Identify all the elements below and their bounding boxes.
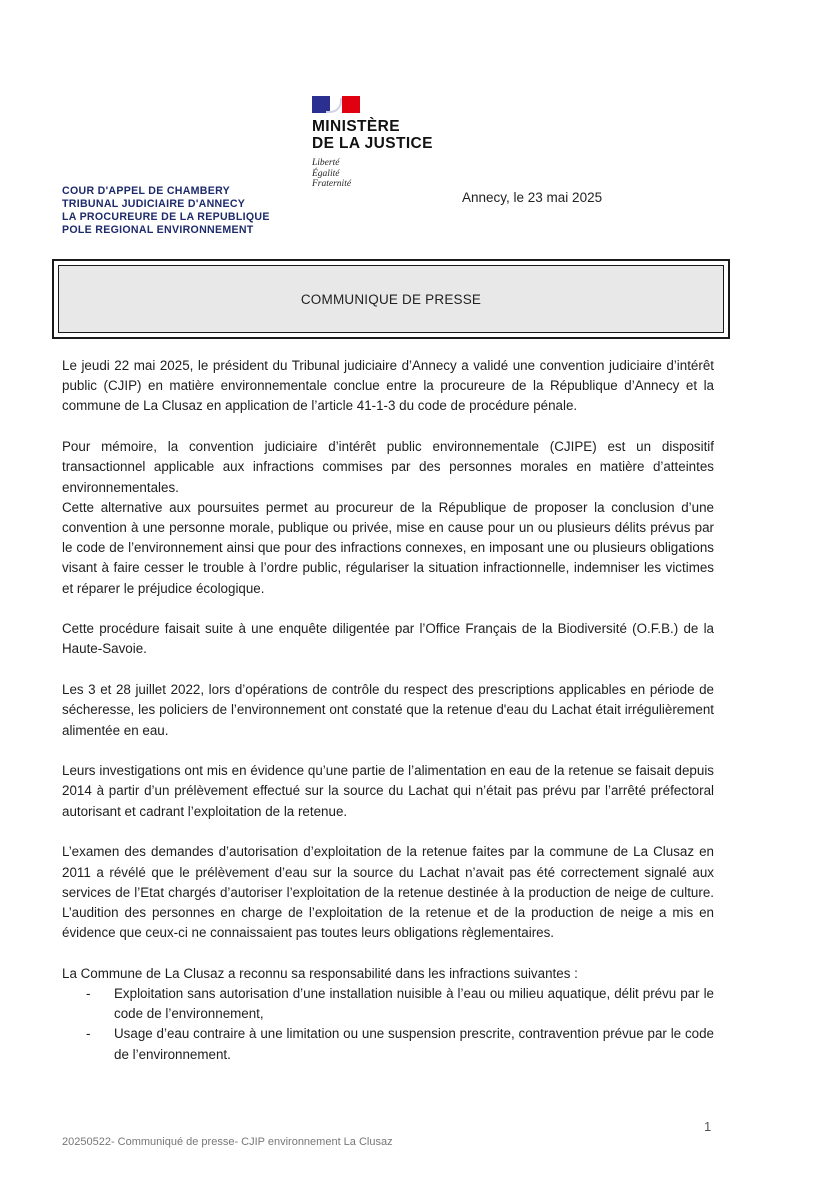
ministry-logo	[312, 96, 452, 190]
list-item: - Exploitation sans autorisation d’une installation nuisible à l’eau ou milieu aquatique, délit prévu par le code de l’environnement,	[86, 986, 714, 1022]
court-line: POLE REGIONAL ENVIRONNEMENT	[62, 224, 254, 236]
title-box	[52, 259, 730, 339]
document-title: COMMUNIQUE DE PRESSE	[300, 291, 482, 307]
court-header	[62, 185, 270, 237]
court-line: COUR D'APPEL DE CHAMBERY	[62, 185, 231, 197]
footer-text: 20250522- Communiqué de presse- CJIP environnement La Clusaz	[62, 1136, 393, 1148]
document-body	[62, 356, 714, 1065]
list-dash: -	[86, 1026, 91, 1042]
list-dash: -	[86, 986, 91, 1002]
document-date: Annecy, le 23 mai 2025	[462, 190, 603, 205]
paragraph: Cette procédure faisait suite à une enquête diligentée par l’Office Français de la Biodiversité (O.F.B.) de la Haute-Savoie.	[62, 621, 714, 657]
marianne-flag-icon	[312, 96, 360, 113]
court-line: TRIBUNAL JUDICIAIRE D'ANNECY	[62, 198, 246, 210]
infraction-list	[62, 984, 714, 1065]
paragraph: Cette alternative aux poursuites permet au procureur de la République de proposer la conclusion d’une convention à une personne morale, publique ou privée, mise en cause pour un ou plusieurs délits prévus par le code de l’environnement ainsi que pour des infractions connexes, en imposant une ou plusieurs obligations visant à faire cesser le trouble à l’ordre public, régulariser la situation infractionnelle, indemniser les victimes et réparer le préjudice écologique.	[62, 499, 714, 596]
ministry-motto: Liberté Égalité Fraternité	[312, 158, 352, 189]
paragraph: Leurs investigations ont mis en évidence qu’une partie de l’alimentation en eau de la retenue se faisait depuis 2014 à partir d’un prélèvement effectué sur la source du Lachat qui n’était pas prévu par l’arrêté préfectoral autorisant et cadrant l’exploitation de la retenue.	[62, 763, 714, 819]
court-line: LA PROCUREURE DE LA REPUBLIQUE	[62, 211, 270, 223]
list-item: - Usage d’eau contraire à une limitation ou une suspension prescrite, contravention prévue par le code de l’environnement.	[86, 1026, 714, 1062]
ministry-name: MINISTÈRE DE LA JUSTICE	[312, 118, 433, 152]
paragraph: L’examen des demandes d’autorisation d’exploitation de la retenue faites par la commune de La Clusaz en 2011 a révélé que le prélèvement d’eau sur la source du Lachat n’avait pas été correctement signalé aux services de l’Etat chargés d’autoriser l’exploitation de la retenue destinée à la production de neige de culture. L’audition des personnes en charge de l’exploitation de la retenue et de la production de neige a mis en évidence que ceux-ci ne connaissaient pas toutes leurs obligations règlementaires.	[62, 844, 714, 941]
page-number: 1	[704, 1119, 712, 1134]
paragraph: Le jeudi 22 mai 2025, le président du Tribunal judiciaire d’Annecy a validé une convention judiciaire d’intérêt public (CJIP) en matière environnementale conclue entre la procureure de la République d’Annecy et la commune de La Clusaz en application de l’article 41-1-3 du code de procédure pénale.	[62, 358, 714, 414]
paragraph: Pour mémoire, la convention judiciaire d’intérêt public environnementale (CJIPE) est un dispositif transactionnel applicable aux infractions commises par des personnes morales en matière d’atteintes environnementales.	[62, 439, 714, 495]
list-intro: La Commune de La Clusaz a reconnu sa responsabilité dans les infractions suivantes :	[62, 965, 578, 981]
paragraph: Les 3 et 28 juillet 2022, lors d’opérations de contrôle du respect des prescriptions applicables en période de sécheresse, les policiers de l’environnement ont constaté que la retenue d'eau du Lachat était irrégulièrement alimentée en eau.	[62, 682, 714, 738]
